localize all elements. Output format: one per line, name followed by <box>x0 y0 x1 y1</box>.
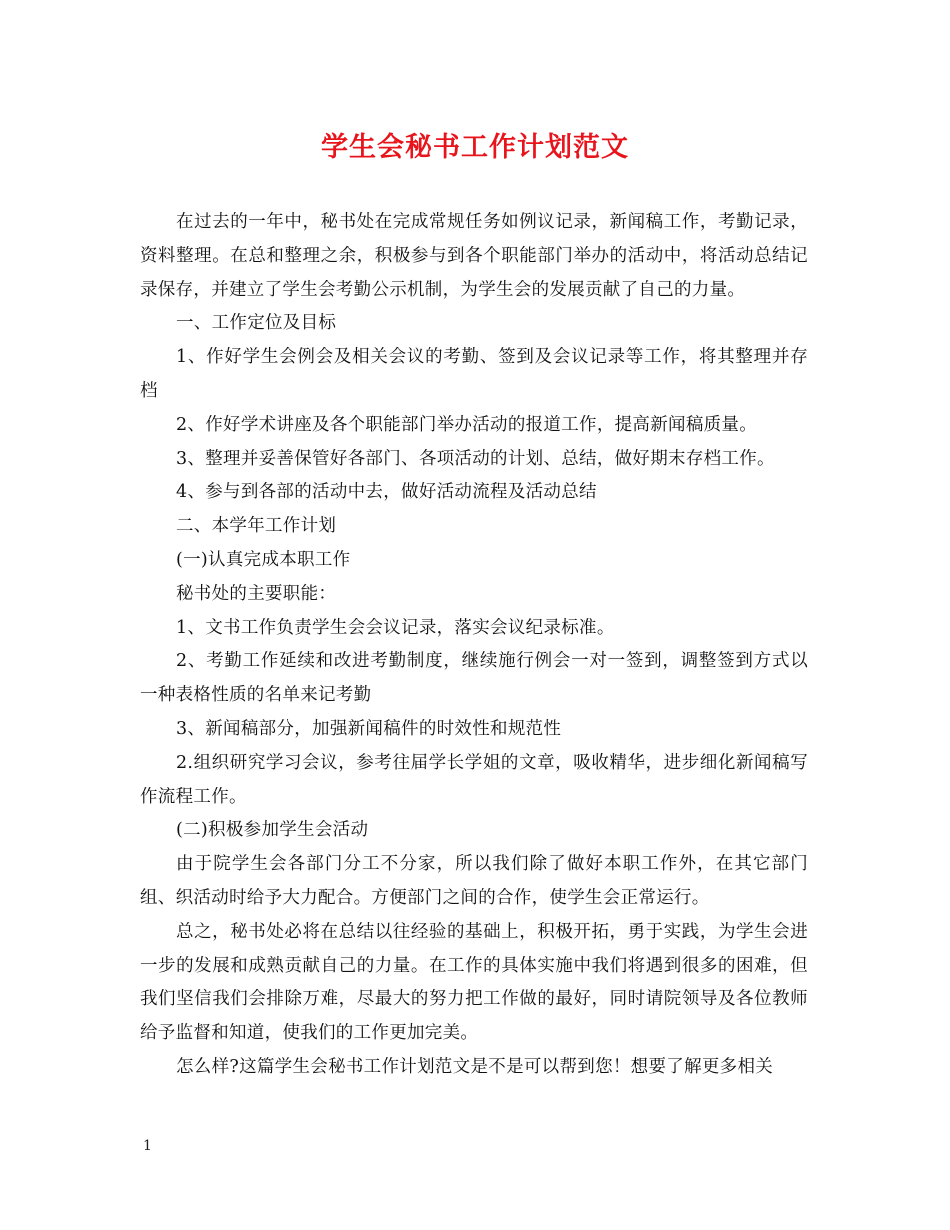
paragraph: 1、文书工作负责学生会会议记录，落实会议纪录标准。 <box>176 617 615 638</box>
paragraph: 由于院学生会各部门分工不分家，所以我们除了做好本职工作外，在其它部门组、织活动时给予大力配合。方便部门之间的合作，使学生会正常运行。 <box>140 854 808 908</box>
paragraph: 2.组织研究学习会议，参考往届学长学姐的文章，吸收精华，进步细化新闻稿写作流程工作。 <box>140 752 808 807</box>
paragraph: 4、参与到各部的活动中去，做好活动流程及活动总结 <box>176 482 597 503</box>
paragraph: 1、作好学生会例会及相关会议的考勤、签到及会议记录等工作，将其整理并存档 <box>140 347 808 401</box>
paragraph: 2、考勤工作延续和改进考勤制度，继续施行例会一对一签到，调整签到方式以一种表格性质的名单来记考勤 <box>140 651 808 706</box>
paragraph: 在过去的一年中，秘书处在完成常规任务如例议记录，新闻稿工作，考勤记录，资料整理。在总和整理之余，积极参与到各个职能部门举办的活动中，将活动总结记录保存，并建立了学生会考勤公示机制，为学生会的发展贡献了自己的力量。 <box>140 212 808 300</box>
paragraph: 3、新闻稿部分，加强新闻稿件的时效性和规范性 <box>176 718 562 739</box>
paragraph: 3、整理并妥善保管好各部门、各项活动的计划、总结，做好期末存档工作。 <box>176 448 775 469</box>
paragraph: 总之，秘书处必将在总结以往经验的基础上，积极开拓，勇于实践，为学生会进一步的发展和成熟贡献自己的力量。在工作的具体实施中我们将遇到很多的困难，但我们坚信我们会排除万难，尽最大的努力把工作做的最好，同时请院领导及各位教师给予监督和知道，使我们的工作更加完美。 <box>140 921 808 1044</box>
page-number: 1 <box>143 1138 152 1154</box>
document-title: 学生会秘书工作计划范文 <box>321 132 629 163</box>
paragraph: 怎么样?这篇学生会秘书工作计划范文是不是可以帮到您！想要了解更多相关 <box>176 1056 774 1077</box>
document-body <box>140 206 808 1085</box>
subsection-heading: (二)积极参加学生会活动 <box>176 820 369 841</box>
paragraph: 秘书处的主要职能： <box>176 583 337 604</box>
subsection-heading: (一)认真完成本职工作 <box>176 549 351 570</box>
section-heading: 二、本学年工作计划 <box>176 516 337 537</box>
paragraph: 2、作好学术讲座及各个职能部门举办活动的报道工作，提高新闻稿质量。 <box>176 414 758 435</box>
section-heading: 一、工作定位及目标 <box>176 313 337 334</box>
